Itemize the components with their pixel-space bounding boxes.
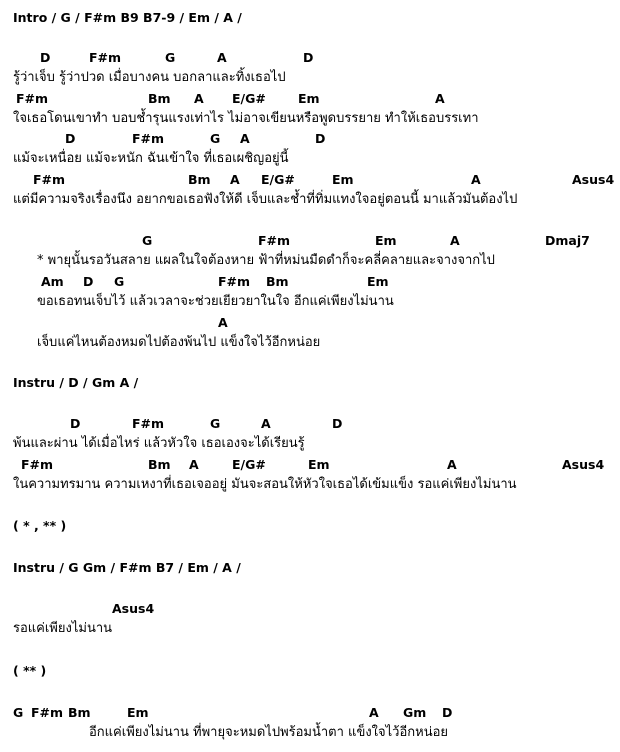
chord: E/G# xyxy=(232,91,266,106)
lyric-text: * พายุนั้นรอวันสลาย แผลในใจต้องหาย ฟ้าที่หม่นมืดดำก็จะคลี่คลายและจางจากไป xyxy=(37,253,495,268)
chord: A xyxy=(435,91,445,106)
chord: G xyxy=(13,705,24,720)
chord: A xyxy=(217,50,227,65)
repeat-1-text: ( * , ** ) xyxy=(13,518,67,533)
intro-chords: Intro / G / F#m B9 B7-9 / Em / A / xyxy=(13,10,242,25)
chord: A xyxy=(194,91,204,106)
chord: Em xyxy=(375,233,397,248)
chord-row xyxy=(0,455,620,475)
lyric-text: พ้นและผ่าน ได้เมื่อไหร่ แล้วหัวใจ เธอเองจะได้เรียนรู้ xyxy=(13,436,305,451)
chord: F#m xyxy=(31,705,64,720)
lyric-text: รอแค่เพียงไม่นาน xyxy=(13,621,113,636)
instru-1-chords: Instru / D / Gm A / xyxy=(13,375,139,390)
chord-row xyxy=(0,170,620,190)
chord: F#m xyxy=(89,50,122,65)
lyric-row xyxy=(0,251,620,271)
chord: A xyxy=(471,172,481,187)
chord-row xyxy=(0,89,620,109)
lyric-row xyxy=(0,619,620,639)
lyric-row xyxy=(0,333,620,353)
chord: A xyxy=(189,457,199,472)
lyric-text: แม้จะเหนื่อย แม้จะหนัก ฉันเข้าใจ ที่เธอเผชิญอยู่นี้ xyxy=(13,151,289,166)
lyric-row xyxy=(0,434,620,454)
chord: Bm xyxy=(188,172,211,187)
lyric-row xyxy=(0,475,620,495)
chord: D xyxy=(332,416,343,431)
chord-row xyxy=(0,703,620,723)
chord: Asus4 xyxy=(562,457,605,472)
repeat-marker-1 xyxy=(0,516,620,536)
chord: A xyxy=(218,315,228,330)
instru-line-1 xyxy=(0,373,620,393)
chord: Bm xyxy=(148,91,171,106)
chord: Asus4 xyxy=(572,172,615,187)
instru-line-2 xyxy=(0,558,620,578)
chord-row xyxy=(0,599,620,619)
chord: D xyxy=(40,50,51,65)
chord-row xyxy=(0,231,620,251)
chord: F#m xyxy=(132,131,165,146)
lyric-row xyxy=(0,723,620,743)
chord: Em xyxy=(298,91,320,106)
chord: F#m xyxy=(21,457,54,472)
lyric-text: แต่มีความจริงเรื่องนึง อยากขอเธอฟังให้ดี เจ็บและช้ำที่ทิ่มแทงใจอยู่ตอนนี้ มาแล้วมันต้องไป xyxy=(13,192,518,207)
instru-2-chords: Instru / G Gm / F#m B7 / Em / A / xyxy=(13,560,241,575)
repeat-2-text: ( ** ) xyxy=(13,663,47,678)
chord: Em xyxy=(332,172,354,187)
lyric-text: ในความทรมาน ความเหงาที่เธอเจออยู่ มันจะสอนให้หัวใจเธอได้เข้มแข็ง รอแค่เพียงไม่นาน xyxy=(13,477,517,492)
lyric-row xyxy=(0,190,620,210)
chord: A xyxy=(261,416,271,431)
chord: D xyxy=(442,705,453,720)
chord: Bm xyxy=(148,457,171,472)
lyric-text: อีกแค่เพียงไม่นาน ที่พายุจะหมดไปพร้อมน้ำตา แข็งใจไว้อีกหน่อย xyxy=(89,725,449,740)
chord: G xyxy=(210,131,221,146)
chord: F#m xyxy=(258,233,291,248)
chord: Em xyxy=(127,705,149,720)
chord: G xyxy=(165,50,176,65)
intro-line xyxy=(0,8,620,28)
chord: Em xyxy=(367,274,389,289)
chord: A xyxy=(230,172,240,187)
chord: D xyxy=(315,131,326,146)
chord: A xyxy=(240,131,250,146)
chord: F#m xyxy=(132,416,165,431)
chord: F#m xyxy=(33,172,66,187)
lyric-text: ใจเธอโดนเขาทำ บอบช้ำรุนแรงเท่าไร ไม่อาจเขียนหรือพูดบรรยาย ทำให้เธอบรรเทา xyxy=(13,111,479,126)
chord: Dmaj7 xyxy=(545,233,590,248)
chord: D xyxy=(83,274,94,289)
chord: G xyxy=(210,416,221,431)
chord: D xyxy=(303,50,314,65)
chord-row xyxy=(0,313,620,333)
repeat-marker-2 xyxy=(0,661,620,681)
chord: G xyxy=(142,233,153,248)
chord: F#m xyxy=(218,274,251,289)
chord-row xyxy=(0,48,620,68)
chord: D xyxy=(70,416,81,431)
lyric-row xyxy=(0,109,620,129)
chord: Asus4 xyxy=(112,601,155,616)
chord: A xyxy=(447,457,457,472)
chord: E/G# xyxy=(232,457,266,472)
chord: A xyxy=(369,705,379,720)
chord: Em xyxy=(308,457,330,472)
chord: Bm xyxy=(266,274,289,289)
chord: D xyxy=(65,131,76,146)
chord: Am xyxy=(41,274,64,289)
chord-row xyxy=(0,129,620,149)
chord: G xyxy=(114,274,125,289)
lyric-row xyxy=(0,68,620,88)
lyric-text: ขอเธอทนเจ็บไว้ แล้วเวลาจะช่วยเยียวยาในใจ อีกแค่เพียงไม่นาน xyxy=(37,294,394,309)
lyric-text: รู้ว่าเจ็บ รู้ว่าปวด เมื่อบางคน บอกลาและทิ้งเธอไป xyxy=(13,70,286,85)
chord: F#m xyxy=(16,91,49,106)
chord: A xyxy=(450,233,460,248)
chord: Bm xyxy=(68,705,91,720)
chord-row xyxy=(0,414,620,434)
lyric-row xyxy=(0,292,620,312)
chord-row xyxy=(0,272,620,292)
chord: E/G# xyxy=(261,172,295,187)
lyric-text: เจ็บแค่ไหนต้องหมดไปต้องพ้นไป แข็งใจไว้อีกหน่อย xyxy=(37,335,321,350)
chord: Gm xyxy=(403,705,427,720)
lyric-row xyxy=(0,149,620,169)
